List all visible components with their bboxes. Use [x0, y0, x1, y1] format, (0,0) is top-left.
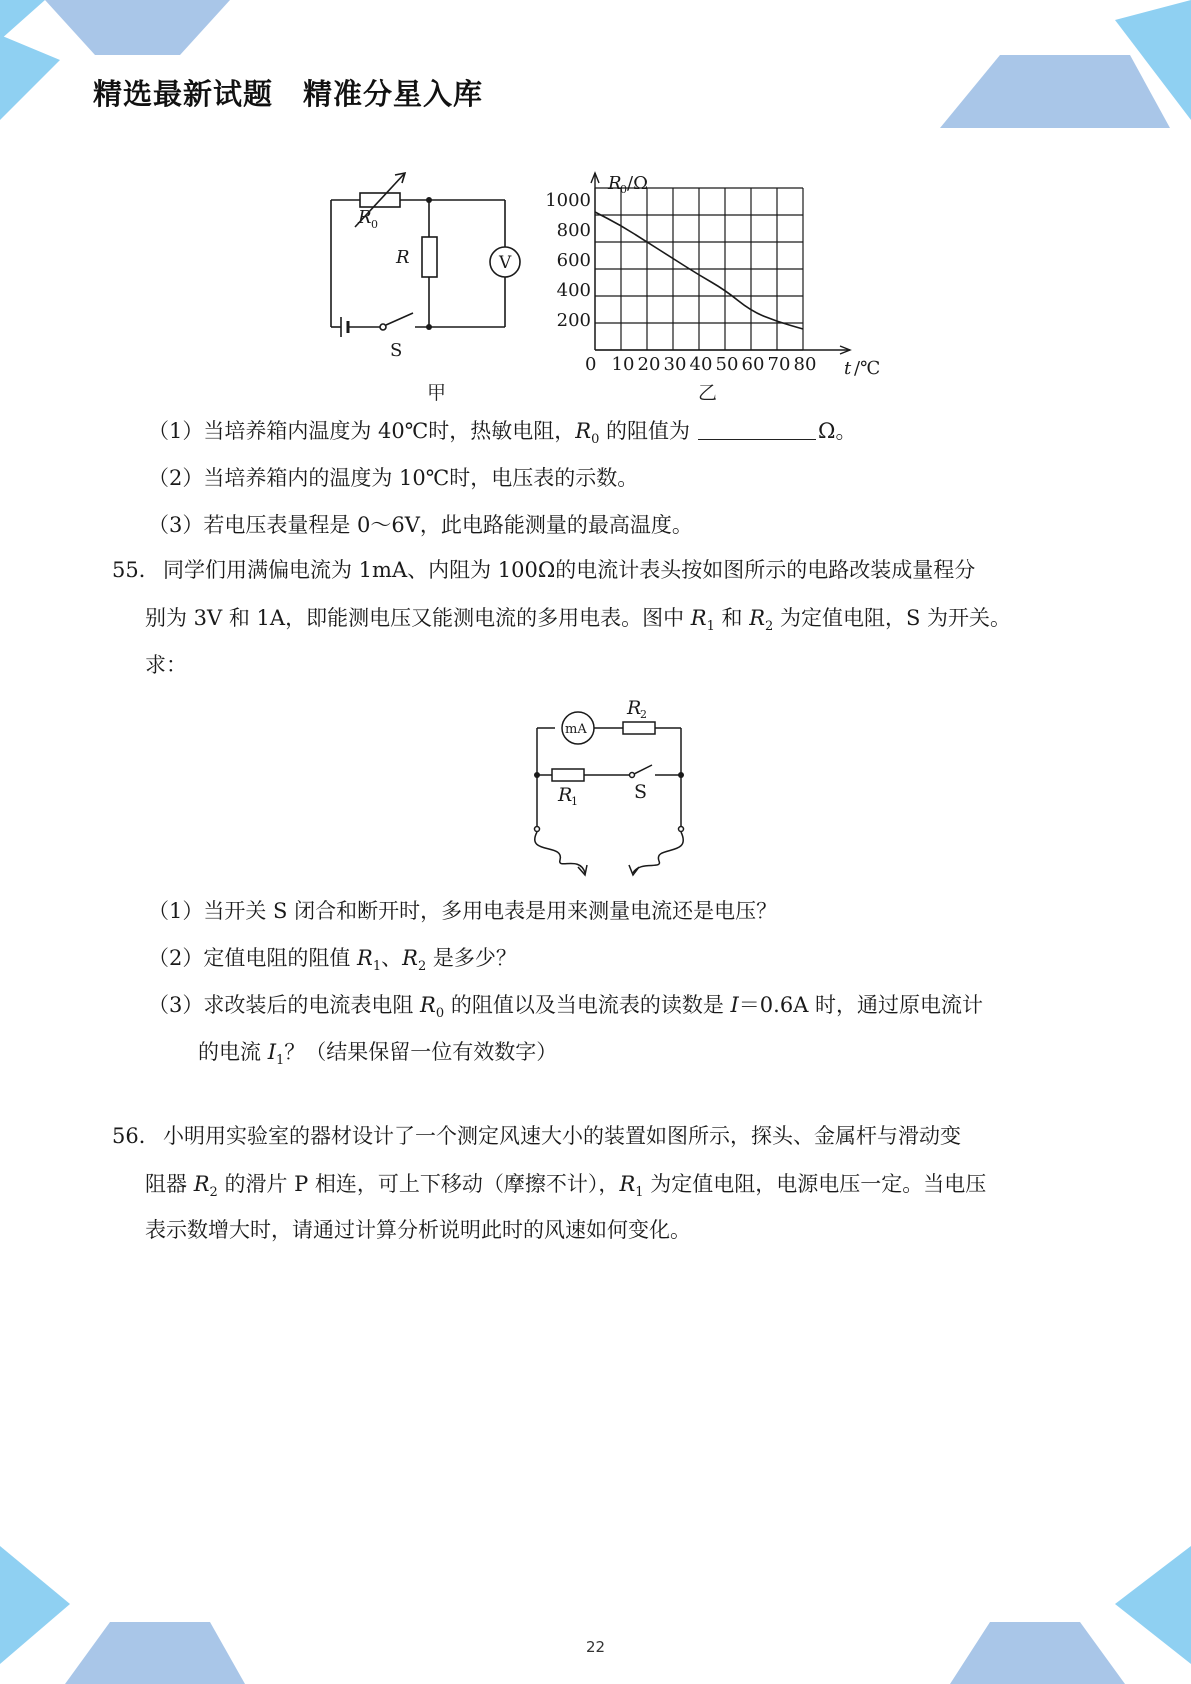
- label-r0: R: [358, 207, 372, 228]
- x-tick-label: 10: [611, 354, 635, 375]
- label-ma: mA: [565, 722, 587, 737]
- x-tick-label: 50: [715, 354, 739, 375]
- y-tick-label: 600: [556, 250, 591, 271]
- q56-line3: 表示数增大时，请通过计算分析说明此时的风速如何变化。: [145, 1218, 691, 1242]
- label-r: R: [396, 247, 410, 268]
- q55-line1: 同学们用满偏电流为 1mA、内阻为 100Ω的电流计表头按如图所示的电路改装成量程分: [163, 558, 976, 582]
- answer-blank[interactable]: [698, 419, 816, 440]
- label-r2: R: [627, 697, 642, 719]
- header-title: 精选最新试题 精准分星入库: [93, 77, 484, 111]
- x-tick-label: 40: [689, 354, 713, 375]
- y-tick-label: 400: [556, 280, 591, 301]
- y-tick-label: 1000: [545, 190, 591, 211]
- q55-line2: 别为 3V 和 1A，即能测电压又能测电流的多用电表。图中 $R_1$ 和 $R_2$ 为定值电阻，S 为开关。: [145, 606, 1012, 635]
- q55-sub1: （1）当开关 S 闭合和断开时，多用电表是用来测量电流还是电压？: [148, 899, 778, 923]
- graph-ylabel-sub: 0: [620, 183, 627, 196]
- label-v: V: [499, 253, 512, 273]
- x-tick-label: 0: [585, 354, 597, 375]
- q54-sub1: （1）当培养箱内温度为 40℃时，热敏电阻，$R_0$ 的阻值为 Ω。: [148, 419, 857, 448]
- q56-number: 56．: [112, 1124, 160, 1148]
- graph-yunit: /Ω: [627, 173, 648, 194]
- q56-line1: 小明用实验室的器材设计了一个测定风速大小的装置如图所示，探头、金属杆与滑动变: [163, 1124, 961, 1148]
- q55-sub2: （2）定值电阻的阻值 $R_1$、$R_2$ 是多少？: [148, 946, 517, 975]
- q54-graph-caption: 乙: [698, 382, 718, 404]
- q54-circuit-caption: 甲: [427, 382, 447, 404]
- x-tick-label: 30: [663, 354, 687, 375]
- x-tick-label: 70: [767, 354, 791, 375]
- q54-resistance-temperature-graph: [545, 165, 890, 380]
- label-r0-sub: 0: [371, 218, 378, 231]
- x-tick-label: 60: [741, 354, 765, 375]
- label-s: S: [390, 340, 403, 361]
- q54-circuit-diagram: [315, 165, 545, 385]
- x-tick-label: 80: [793, 354, 817, 375]
- r-resistor: [422, 237, 437, 277]
- q55-multimeter-circuit: [525, 695, 705, 880]
- label-r2-sub: 2: [640, 708, 647, 721]
- graph-xlabel: t: [844, 358, 852, 379]
- x-tick-label: 20: [637, 354, 661, 375]
- q56-line2: 阻器 $R_2$ 的滑片 P 相连，可上下移动（摩擦不计），$R_1$ 为定值电阻，电源电压一定。当电压: [145, 1172, 987, 1201]
- r1-resistor: [552, 769, 584, 781]
- q54-sub2: （2）当培养箱内的温度为 10℃时，电压表的示数。: [148, 466, 639, 490]
- q55-number: 55．: [112, 558, 160, 582]
- label-s2: S: [634, 781, 648, 803]
- y-tick-label: 800: [556, 220, 591, 241]
- q55-sub3-line2: 的电流 $I_1$？（结果保留一位有效数字）: [198, 1040, 558, 1069]
- q55-sub3: （3）求改装后的电流表电阻 $R_0$ 的阻值以及当电流表的读数是 I＝0.6A 时，通过原电流计: [148, 993, 984, 1022]
- top-corner-decoration: [0, 0, 1191, 140]
- label-r1: R: [558, 784, 573, 806]
- graph-xunit: /℃: [854, 358, 881, 379]
- page-number: 22: [585, 1638, 606, 1656]
- graph-ylabel: R: [608, 173, 622, 194]
- r2-resistor: [623, 722, 655, 734]
- label-r1-sub: 1: [571, 795, 578, 808]
- y-tick-label: 200: [556, 310, 591, 331]
- q55-line3: 求：: [145, 653, 187, 677]
- q54-sub3: （3）若电压表量程是 0～6V，此电路能测量的最高温度。: [148, 513, 693, 537]
